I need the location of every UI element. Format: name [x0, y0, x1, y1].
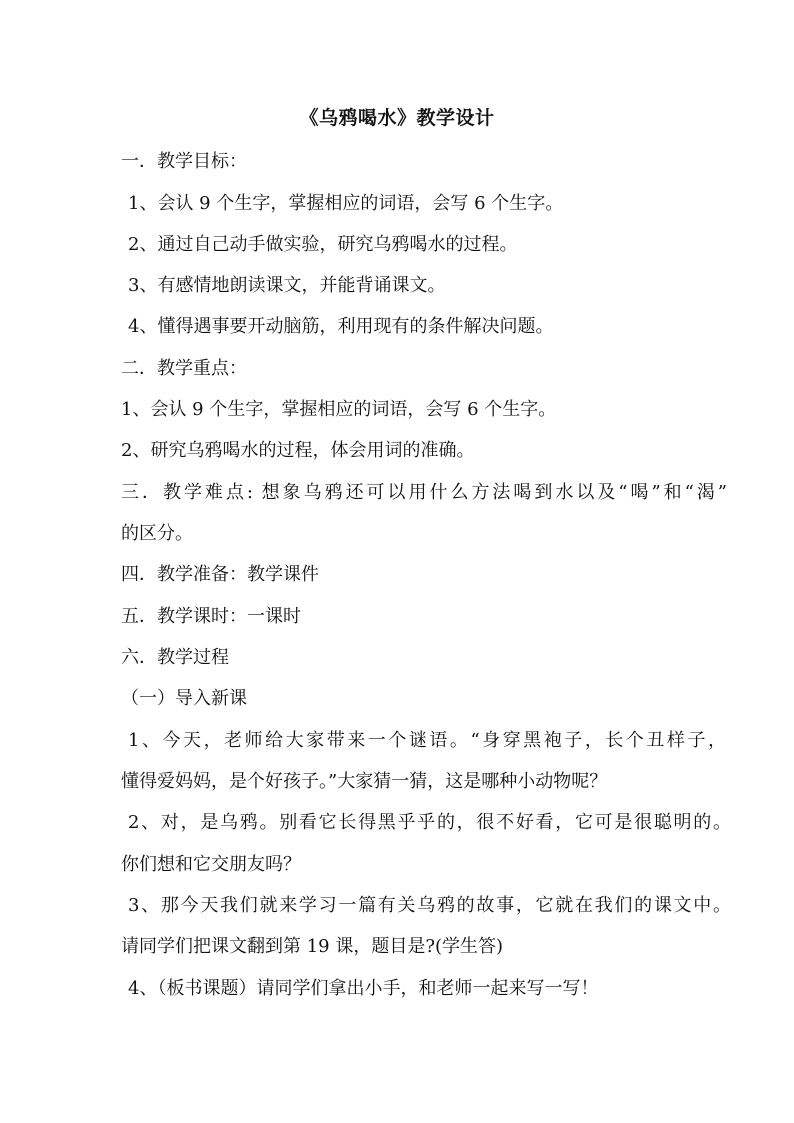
- objective-1: 1、会认 9 个生字，掌握相应的词语，会写 6 个生字。: [128, 193, 564, 214]
- heading-preparation: 四．教学准备：教学课件: [121, 564, 319, 585]
- objective-4: 4、懂得遇事要开动脑筋，利用现有的条件解决问题。: [128, 316, 554, 337]
- subheading-introduction: （一）导入新课: [121, 688, 247, 709]
- heading-key-points: 二．教学重点：: [121, 358, 247, 379]
- process-step-2: 2、对，是乌鸦。别看它长得黑乎乎的，很不好看，它可是很聪明的。: [128, 812, 731, 833]
- process-step-1: 1、今天，老师给大家带来一个谜语。“身穿黑袍子，长个丑样子，: [128, 730, 726, 751]
- heading-class-hours: 五．教学课时：一课时: [121, 606, 301, 627]
- process-step-2-continued: 你们想和它交朋友吗？: [121, 854, 301, 875]
- objective-3: 3、有感情地朗读课文，并能背诵课文。: [128, 275, 446, 296]
- process-step-3-continued: 请同学们把课文翻到第 19 课，题目是?(学生答): [121, 936, 504, 957]
- process-step-3: 3、那今天我们就来学习一篇有关乌鸦的故事，它就在我们的课文中。: [128, 895, 731, 916]
- difficulties-continued: 的区分。: [121, 523, 193, 544]
- objective-2: 2、通过自己动手做实验，研究乌鸦喝水的过程。: [128, 234, 518, 255]
- document-title: 《乌鸦喝水》教学设计: [299, 107, 495, 129]
- process-step-4: 4、（板书课题）请同学们拿出小手，和老师一起来写一写！: [128, 978, 599, 999]
- key-point-2: 2、研究乌鸦喝水的过程，体会用词的准确。: [121, 440, 475, 461]
- key-point-1: 1、会认 9 个生字，掌握相应的词语，会写 6 个生字。: [121, 399, 557, 420]
- process-step-1-continued: 懂得爱妈妈，是个好孩子。”大家猜一猜，这是哪种小动物呢？: [121, 771, 608, 792]
- heading-objectives: 一．教学目标：: [121, 151, 247, 172]
- heading-process: 六．教学过程: [121, 647, 229, 668]
- heading-difficulties: 三．教学难点: 想象乌鸦还可以用什么方法喝到水以及“喝”和“渴”: [121, 482, 727, 503]
